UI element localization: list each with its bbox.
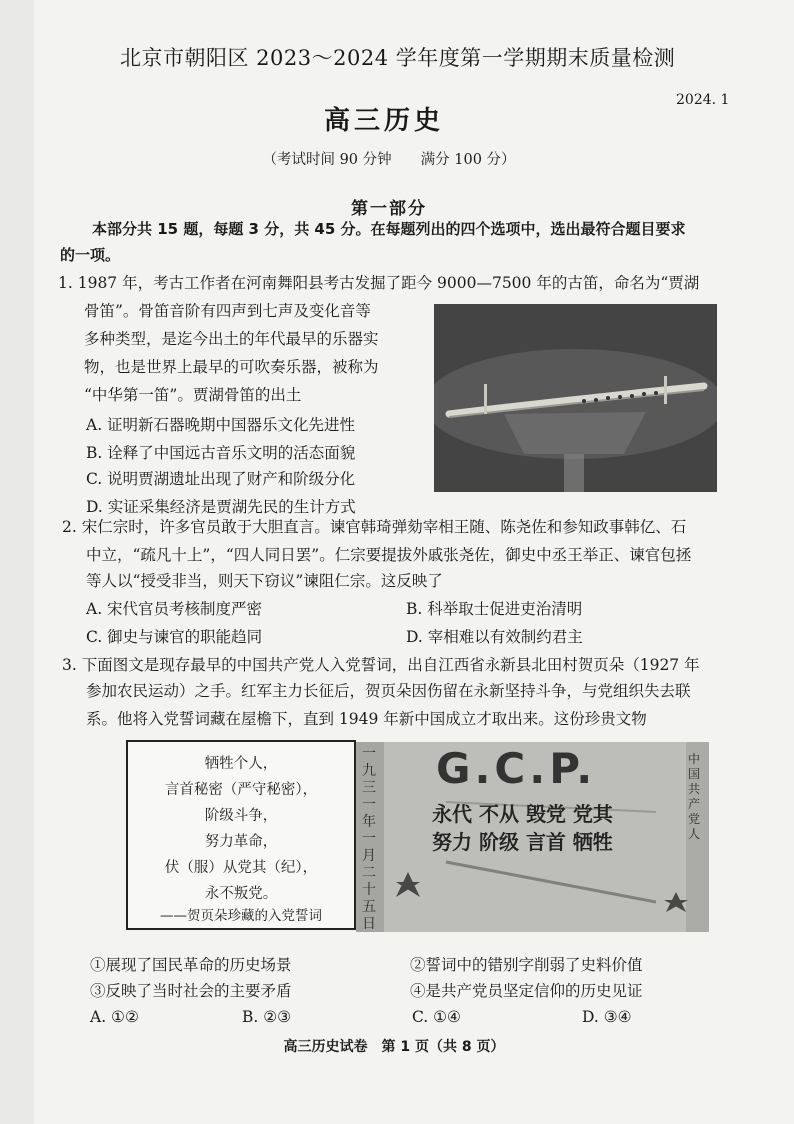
q1-option-c[interactable]: C. 说明贾湖遗址出现了财产和阶级分化 xyxy=(86,470,356,488)
q2-stem-line: 等人以“授受非当，则天下窃议”谏阻仁宗。这反映了 xyxy=(86,572,443,590)
oath-relic-photo xyxy=(356,742,709,932)
instruction-line: 的一项。 xyxy=(60,246,121,264)
page-footer: 高三历史试卷 第 1 页（共 8 页） xyxy=(283,1039,505,1055)
q3-option-b[interactable]: B. ②③ xyxy=(242,1008,292,1026)
q2-option-d[interactable]: D. 宰相难以有效制约君主 xyxy=(406,628,583,646)
q1-option-a[interactable]: A. 证明新石器晚期中国器乐文化先进性 xyxy=(86,416,356,434)
relic-right-column: 中国共产党人 xyxy=(688,752,701,841)
relic-writing-col: 党其 xyxy=(572,802,613,826)
relic-writing xyxy=(432,800,672,856)
q2-stem-line: 2. 宋仁宗时，许多官员敢于大胆直言。谏官韩琦弹劾宰相王随、陈尧佐和参知政事韩亿、石 xyxy=(62,518,687,536)
q3-option-a[interactable]: A. ①② xyxy=(90,1008,139,1026)
q3-statement-1: ①展现了国民革命的历史场景 xyxy=(90,956,292,974)
oath-line: 永不叛党。 xyxy=(204,886,278,902)
q2-option-a[interactable]: A. 宋代官员考核制度严密 xyxy=(86,600,263,618)
q1-option-b[interactable]: B. 诠释了中国远古音乐文明的活态面貌 xyxy=(86,444,356,462)
q3-statement-4: ④是共产党员坚定信仰的历史见证 xyxy=(410,982,643,1000)
oath-line: 努力革命， xyxy=(204,834,278,850)
relic-date-column: 一九三一年一月二十五日 xyxy=(362,746,376,932)
q2-option-b[interactable]: B. 科举取士促进吏治清明 xyxy=(406,600,583,618)
exam-title: 北京市朝阳区 2023～2024 学年度第一学期期末质量检测 xyxy=(120,46,676,70)
q3-statement-2: ②誓词中的错别字削弱了史料价值 xyxy=(410,956,643,974)
q1-stem-line: 多种类型，是迄今出土的年代最早的乐器实 xyxy=(84,330,379,348)
relic-writing-col: 不从 xyxy=(478,802,519,826)
exam-info: （考试时间 90 分钟 满分 100 分） xyxy=(262,152,516,168)
oath-line: 阶级斗争， xyxy=(204,808,278,824)
relic-banner: G.C.P. xyxy=(436,744,597,793)
q3-stem-line: 参加农民运动）之手。红军主力长征后，贺页朵因伤留在永新坚持斗争，与党组织失去联 xyxy=(86,682,691,700)
bone-flute-photo xyxy=(434,304,717,492)
relic-writing-col: 永代 xyxy=(432,802,472,826)
relic-writing-col: 努力 xyxy=(432,830,472,854)
oath-caption: ——贺页朵珍藏的入党誓词 xyxy=(160,908,322,924)
q1-stem-line: 1. 1987 年，考古工作者在河南舞阳县考古发掘了距今 9000—7500 年的古笛，命名为“贾湖 xyxy=(58,274,700,292)
q3-option-c[interactable]: C. ①④ xyxy=(412,1008,461,1026)
q1-stem-line: 骨笛”。骨笛音阶有四声到七声及变化音等 xyxy=(84,302,371,320)
q3-statement-3: ③反映了当时社会的主要矛盾 xyxy=(90,982,292,1000)
q2-stem-line: 中立，“疏凡十上”，“四人同日罢”。仁宗要提拔外戚张尧佐，御史中丞王举正、谏官包拯 xyxy=(86,546,692,564)
oath-line: 牺牲个人， xyxy=(204,756,278,772)
q1-stem-line: “中华第一笛”。贾湖骨笛的出土 xyxy=(84,386,302,404)
part-title: 第一部分 xyxy=(351,199,427,219)
q3-stem-line: 系。他将入党誓词藏在屋檐下，直到 1949 年新中国成立才取出来。这份珍贵文物 xyxy=(86,710,647,728)
q1-stem-line: 物，也是世界上最早的可吹奏乐器，被称为 xyxy=(84,358,379,376)
relic-writing-col: 言首 xyxy=(525,830,566,854)
bone-flute-icon xyxy=(434,304,717,492)
exam-page xyxy=(34,0,794,1124)
q3-stem-line: 3. 下面图文是现存最早的中国共产党人入党誓词，出自江西省永新县北田村贺页朵（1927 年 xyxy=(62,656,700,674)
oath-text-box xyxy=(126,740,356,930)
q2-option-c[interactable]: C. 御史与谏官的职能趋同 xyxy=(86,628,263,646)
exam-date: 2024. 1 xyxy=(676,92,730,108)
instruction-line: 本部分共 15 题，每题 3 分，共 45 分。在每题列出的四个选项中，选出最符合题目要求 xyxy=(92,220,686,238)
relic-writing-col: 毁党 xyxy=(525,802,566,826)
q3-option-d[interactable]: D. ③④ xyxy=(582,1008,632,1026)
relic-writing-col: 牺牲 xyxy=(572,830,613,854)
q1-option-d[interactable]: D. 实证采集经济是贾湖先民的生计方式 xyxy=(86,498,356,516)
relic-writing-col: 阶级 xyxy=(478,830,519,854)
subject-title: 高三历史 xyxy=(323,106,444,136)
oath-line: 言首秘密（严守秘密）， xyxy=(164,782,318,798)
oath-line: 伏（服）从党其（纪）， xyxy=(164,860,318,876)
